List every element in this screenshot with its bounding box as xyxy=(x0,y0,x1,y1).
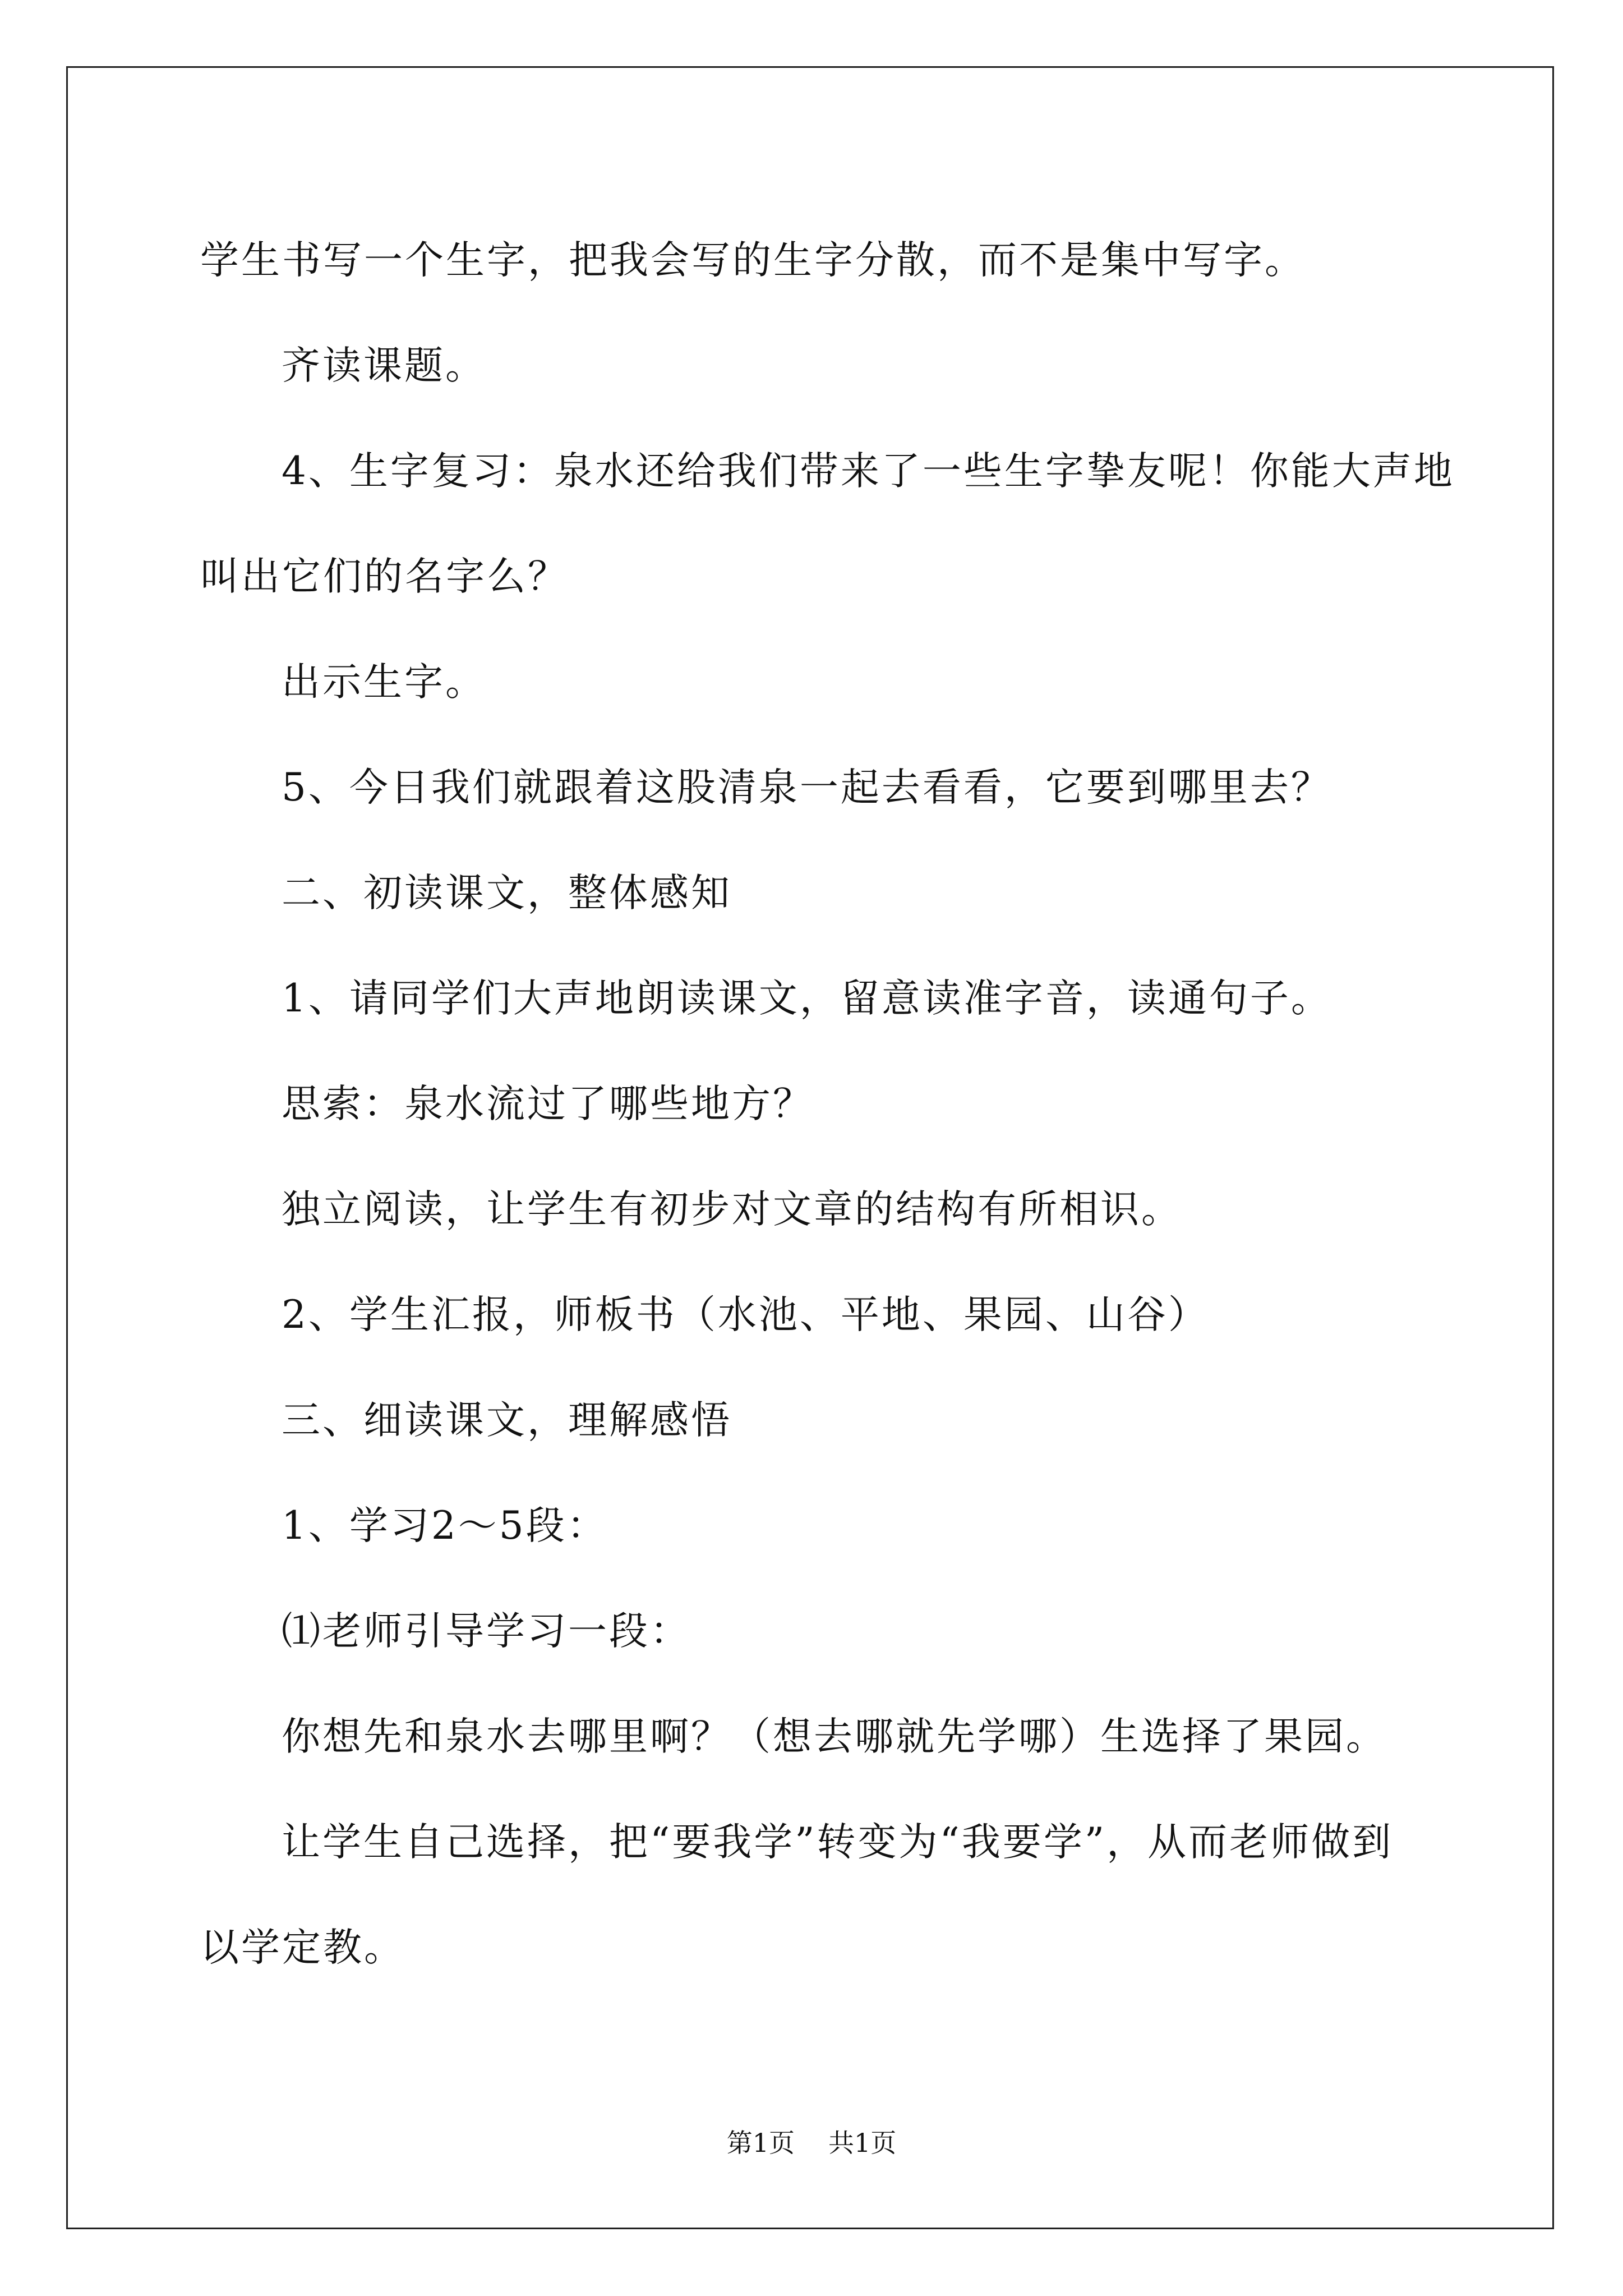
section-heading: 二、初读课文，整体感知 xyxy=(282,871,732,915)
paragraph: 2、学生汇报，师板书（水池、平地、果园、山谷） xyxy=(282,1292,1209,1337)
paragraph: 出示生字。 xyxy=(282,660,486,705)
paragraph: ⑴老师引导学习一段： xyxy=(282,1609,691,1654)
page-footer xyxy=(0,2126,1623,2160)
paragraph: 4、生字复习：泉水还给我们带来了一些生字挚友呢！你能大声地 xyxy=(282,449,1455,494)
paragraph: 5、今日我们就跟着这股清泉一起去看看，它要到哪里去？ xyxy=(282,765,1332,810)
paragraph: 思索：泉水流过了哪些地方？ xyxy=(282,1082,814,1126)
paragraph: 以学定教。 xyxy=(200,1925,405,1970)
paragraph: 让学生自己选择，把“要我学”转变为“我要学”，从而老师做到 xyxy=(282,1820,1394,1865)
page-total: 共1页 xyxy=(828,2128,897,2158)
paragraph: 齐读课题。 xyxy=(282,343,486,388)
document-body xyxy=(200,208,1455,2000)
paragraph: 学生书写一个生字，把我会写的生字分散，而不是集中写字。 xyxy=(200,238,1306,283)
paragraph: 叫出它们的名字么？ xyxy=(200,554,569,599)
paragraph: 你想先和泉水去哪里啊？（想去哪就先学哪）生选择了果园。 xyxy=(282,1714,1387,1759)
paragraph: 1、学习2～5段： xyxy=(282,1503,608,1548)
paragraph: 1、请同学们大声地朗读课文，留意读准字音，读通句子。 xyxy=(282,976,1332,1021)
paragraph: 独立阅读，让学生有初步对文章的结构有所相识。 xyxy=(282,1187,1182,1232)
section-heading: 三、细读课文，理解感悟 xyxy=(282,1398,732,1443)
page-number: 第1页 xyxy=(726,2128,795,2158)
